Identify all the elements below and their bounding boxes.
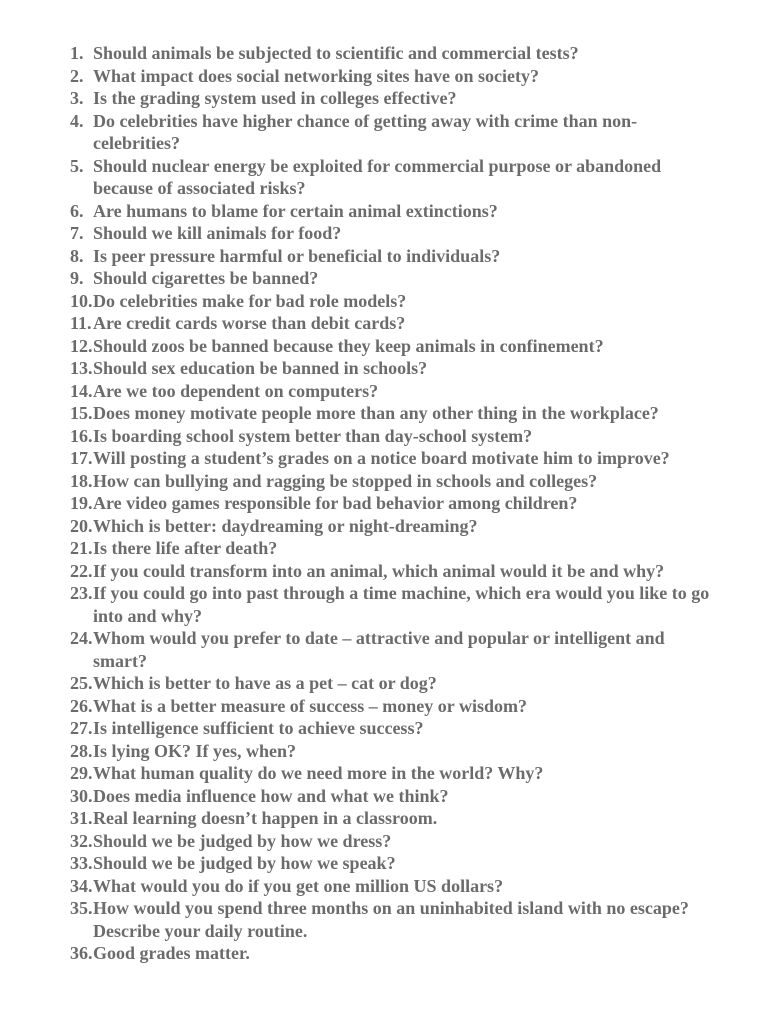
list-item <box>70 515 768 538</box>
list-item-text: Should we kill animals for food? <box>93 223 342 243</box>
list-item-number: 36. <box>70 943 93 963</box>
list-item-number: 33. <box>70 853 93 873</box>
list-item-number: 35. <box>70 898 93 918</box>
list-item-text: Should sex education be banned in schools? <box>93 358 428 378</box>
list-item-text: Is peer pressure harmful or beneficial to individuals? <box>93 245 501 266</box>
list-item <box>70 267 768 290</box>
list-item <box>70 830 768 853</box>
list-item-text: How would you spend three months on an uninhabited island with no escape? Describe your daily routine. <box>93 898 689 941</box>
list-item-number: 5. <box>70 155 84 176</box>
list-item <box>70 447 768 470</box>
list-item-text: What would you do if you get one million US dollars? <box>93 875 504 896</box>
list-item-text: Real learning doesn’t happen in a classroom. <box>93 808 438 828</box>
list-item <box>70 380 768 403</box>
list-item <box>70 740 768 763</box>
list-item-number: 23. <box>70 583 93 603</box>
list-item <box>70 627 768 672</box>
list-item <box>70 222 768 245</box>
list-item <box>70 672 768 695</box>
list-item-text: Are credit cards worse than debit cards? <box>93 313 406 333</box>
list-item <box>70 695 768 718</box>
list-item-text: Which is better: daydreaming or night-dreaming? <box>93 515 478 536</box>
list-item <box>70 87 768 110</box>
list-item <box>70 245 768 268</box>
list-item-text: Are video games responsible for bad behavior among children? <box>93 493 578 513</box>
list-item-text: Is the grading system used in colleges effective? <box>93 88 457 108</box>
list-item-number: 28. <box>70 740 93 761</box>
list-item <box>70 425 768 448</box>
list-item-number: 14. <box>70 380 93 401</box>
list-item-text: Which is better to have as a pet – cat or dog? <box>93 673 437 693</box>
list-item-text: Is lying OK? If yes, when? <box>93 740 297 761</box>
list-item <box>70 560 768 583</box>
list-item <box>70 807 768 830</box>
list-item-text: Will posting a student’s grades on a notice board motivate him to improve? <box>93 448 670 468</box>
list-item-text: Does media influence how and what we think? <box>93 785 449 806</box>
list-item-number: 19. <box>70 493 93 513</box>
list-item <box>70 42 768 65</box>
list-item-number: 17. <box>70 448 93 468</box>
list-item-number: 9. <box>70 268 84 288</box>
list-item-number: 6. <box>70 200 84 221</box>
list-item-text: Should cigarettes be banned? <box>93 268 319 288</box>
list-item <box>70 717 768 740</box>
list-item <box>70 492 768 515</box>
list-item <box>70 897 768 942</box>
list-item-text: Should nuclear energy be exploited for commercial purpose or abandoned because of associated risks? <box>93 155 662 198</box>
list-item-number: 16. <box>70 425 93 446</box>
list-item-number: 18. <box>70 470 93 491</box>
list-item-text: What human quality do we need more in the world? Why? <box>93 763 544 783</box>
list-item <box>70 200 768 223</box>
list-item-number: 20. <box>70 515 93 536</box>
question-list <box>70 42 768 965</box>
list-item-text: If you could transform into an animal, which animal would it be and why? <box>93 560 665 581</box>
list-item-text: Are we too dependent on computers? <box>93 380 379 401</box>
list-item <box>70 470 768 493</box>
list-item <box>70 762 768 785</box>
list-item <box>70 875 768 898</box>
list-item-number: 13. <box>70 358 93 378</box>
list-item <box>70 290 768 313</box>
list-item-number: 32. <box>70 830 93 851</box>
list-item-text: What impact does social networking sites have on society? <box>93 65 539 86</box>
list-item-text: Good grades matter. <box>93 943 250 963</box>
list-item-number: 29. <box>70 763 93 783</box>
list-item-number: 27. <box>70 718 93 738</box>
list-item-number: 11. <box>70 313 92 333</box>
list-item-number: 26. <box>70 695 93 716</box>
list-item-number: 30. <box>70 785 93 806</box>
list-item-number: 7. <box>70 223 84 243</box>
list-item-text: Should animals be subjected to scientific and commercial tests? <box>93 43 579 63</box>
list-item-number: 4. <box>70 110 84 131</box>
list-item-text: Do celebrities have higher chance of getting away with crime than non-celebrities? <box>93 110 638 153</box>
list-item-text: Is boarding school system better than day-school system? <box>93 425 533 446</box>
list-item-number: 15. <box>70 403 93 423</box>
list-item <box>70 65 768 88</box>
list-item <box>70 537 768 560</box>
list-item-number: 22. <box>70 560 93 581</box>
list-item-text: Is there life after death? <box>93 538 278 558</box>
list-item-number: 2. <box>70 65 84 86</box>
list-item <box>70 942 768 965</box>
list-item <box>70 357 768 380</box>
list-item-number: 21. <box>70 538 93 558</box>
list-item-text: How can bullying and ragging be stopped in schools and colleges? <box>93 470 598 491</box>
list-item <box>70 852 768 875</box>
list-item-number: 34. <box>70 875 93 896</box>
list-item <box>70 335 768 358</box>
list-item-number: 24. <box>70 628 93 648</box>
list-item-number: 12. <box>70 335 93 356</box>
list-item <box>70 110 768 155</box>
list-item-number: 3. <box>70 88 84 108</box>
list-item-number: 10. <box>70 290 93 311</box>
list-item-text: Does money motivate people more than any other thing in the workplace? <box>93 403 659 423</box>
list-item-number: 1. <box>70 43 84 63</box>
list-item <box>70 582 768 627</box>
list-item-text: Whom would you prefer to date – attractive and popular or intelligent and smart? <box>93 628 665 671</box>
list-item-text: Should zoos be banned because they keep animals in confinement? <box>93 335 604 356</box>
list-item-number: 31. <box>70 808 93 828</box>
list-item <box>70 155 768 200</box>
list-item <box>70 402 768 425</box>
list-item <box>70 312 768 335</box>
list-item-number: 8. <box>70 245 84 266</box>
list-item-text: Should we be judged by how we speak? <box>93 853 396 873</box>
list-item-text: Is intelligence sufficient to achieve success? <box>93 718 424 738</box>
list-item-text: If you could go into past through a time machine, which era would you like to go into and why? <box>93 583 710 626</box>
list-item-number: 25. <box>70 673 93 693</box>
list-item-text: What is a better measure of success – money or wisdom? <box>93 695 527 716</box>
list-item-text: Should we be judged by how we dress? <box>93 830 392 851</box>
list-item-text: Are humans to blame for certain animal extinctions? <box>93 200 498 221</box>
list-item-text: Do celebrities make for bad role models? <box>93 290 407 311</box>
list-item <box>70 785 768 808</box>
